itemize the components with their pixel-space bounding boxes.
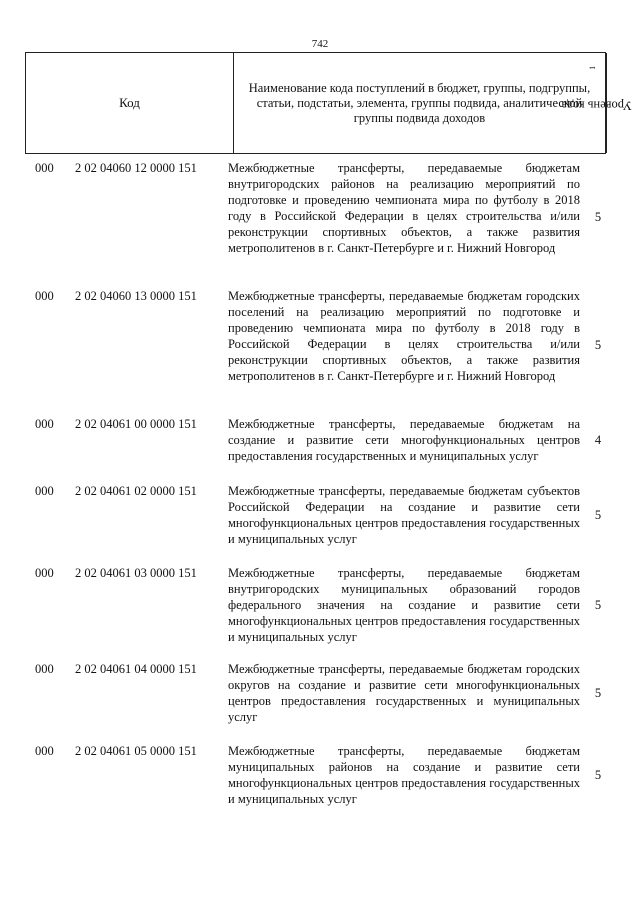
- table-row: [0, 565, 640, 661]
- row-code: 2 02 04060 13 0000 151: [75, 289, 197, 303]
- table-header: [25, 52, 606, 154]
- header-level-label: Уровень кода: [561, 98, 632, 113]
- row-code: 2 02 04061 05 0000 151: [75, 744, 197, 758]
- row-prefix: 000: [35, 566, 54, 580]
- row-prefix: 000: [35, 161, 54, 175]
- row-level: 5: [594, 508, 602, 522]
- header-code-label: Код: [26, 53, 234, 153]
- table-row: [0, 483, 640, 565]
- table-row: [0, 160, 640, 288]
- header-name-label: Наименование кода поступлений в бюджет, группы, подгруппы, статьи, подстатьи, элемента, группы подвида, аналитической группы подвида доходов: [248, 80, 591, 125]
- table-row: [0, 288, 640, 416]
- header-level-text: [561, 65, 632, 140]
- row-name: Межбюджетные трансферты, передаваемые бюджетам на создание и развитие сети многофункциональных центров предоставления государственных и муниципальных услуг: [228, 417, 580, 463]
- row-prefix: 000: [35, 484, 54, 498]
- row-name: Межбюджетные трансферты, передаваемые бюджетам городских поселений на реализацию мероприятий по подготовке и проведению чемпионата мира по футболу в 2018 году в Российской Федерации в целях строительства и/или реконструкции спортивных объектов, а также развития метрополитенов в г. Санкт-Петербурге и г. Нижний Новгород: [228, 289, 580, 383]
- table-row: [0, 743, 640, 825]
- row-name: Межбюджетные трансферты, передаваемые бюджетам внутригородских районов на реализацию мероприятий по подготовке и проведению чемпионата мира по футболу в 2018 году в Российской Федерации в целях строительства и/или реконструкции спортивных объектов, а также развития метрополитенов в г. Санкт-Петербурге и г. Нижний Новгород: [228, 161, 580, 255]
- row-code: 2 02 04061 03 0000 151: [75, 566, 197, 580]
- row-prefix: 000: [35, 662, 54, 676]
- page-number: 742: [311, 38, 329, 50]
- row-level: 5: [594, 686, 602, 700]
- row-prefix: 000: [35, 417, 54, 431]
- row-code: 2 02 04060 12 0000 151: [75, 161, 197, 175]
- row-name: Межбюджетные трансферты, передаваемые бюджетам субъектов Российской Федерации на создание и развитие сети многофункциональных центров предоставления государственных и муниципальных услуг: [228, 484, 580, 546]
- row-level: 4: [594, 433, 602, 447]
- row-code: 2 02 04061 00 0000 151: [75, 417, 197, 431]
- row-prefix: 000: [35, 744, 54, 758]
- row-name: Межбюджетные трансферты, передаваемые бюджетам внутригородских муниципальных образований городов федерального значения на создание и развитие сети многофункциональных центров предоставления государственных и муниципальных услуг: [228, 566, 580, 644]
- table-row: [0, 416, 640, 483]
- header-level-footnote: 1: [587, 65, 597, 70]
- table-row: [0, 661, 640, 743]
- row-name: Межбюджетные трансферты, передаваемые бюджетам городских округов на создание и развитие сети многофункциональных центров предоставления государственных и муниципальных услуг: [228, 662, 580, 724]
- row-name: Межбюджетные трансферты, передаваемые бюджетам муниципальных районов на создание и развитие сети многофункциональных центров предоставления государственных и муниципальных услуг: [228, 744, 580, 806]
- table-body: [0, 160, 640, 825]
- row-code: 2 02 04061 04 0000 151: [75, 662, 197, 676]
- row-level: 5: [594, 598, 602, 612]
- row-level: 5: [594, 338, 602, 352]
- row-level: 5: [594, 768, 602, 782]
- row-level: 5: [594, 210, 602, 224]
- row-prefix: 000: [35, 289, 54, 303]
- header-level-cell: [561, 52, 632, 154]
- row-code: 2 02 04061 02 0000 151: [75, 484, 197, 498]
